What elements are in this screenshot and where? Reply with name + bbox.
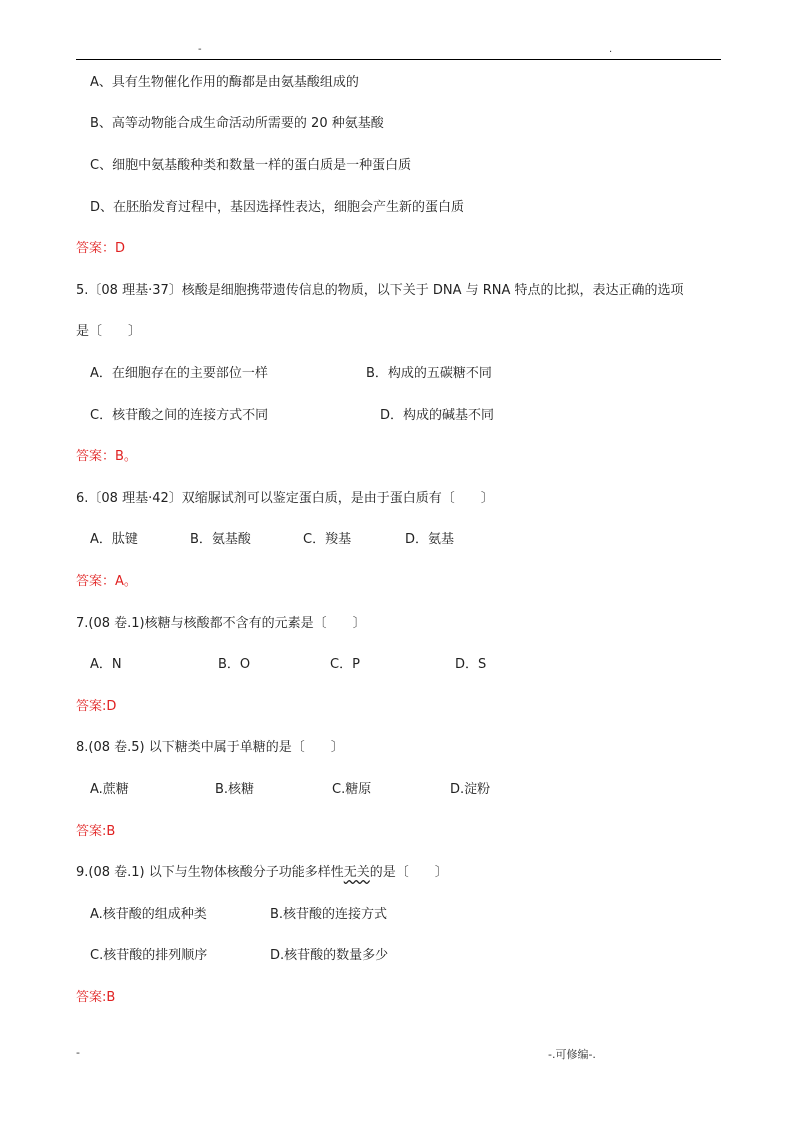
q7-option-d: D．S <box>455 657 487 672</box>
q9-stem-after: 的是〔 〕 <box>369 865 448 880</box>
q9-answer: 答案:B <box>76 990 116 1005</box>
q4-option-c: C、细胞中氨基酸种类和数量一样的蛋白质是一种蛋白质 <box>90 158 412 173</box>
q6-option-c: C．羧基 <box>303 532 352 547</box>
q7-option-c: C．P <box>330 657 360 672</box>
q9-option-b: B.核苷酸的连接方式 <box>270 907 388 922</box>
q7-stem: 7.(08 卷.1)核糖与核酸都不含有的元素是〔 〕 <box>76 616 366 631</box>
q5-option-d: D．构成的碱基不同 <box>380 408 495 423</box>
q5-option-b: B．构成的五碳糖不同 <box>366 366 492 381</box>
q8-option-a: A.蔗糖 <box>90 782 129 797</box>
q9-option-a: A.核苷酸的组成种类 <box>90 907 207 922</box>
q5-stem-cont: 是〔 〕 <box>76 324 142 339</box>
q4-option-d: D、在胚胎发育过程中，基因选择性表达，细胞会产生新的蛋白质 <box>90 200 465 215</box>
q6-stem: 6.〔08 理基·42〕双缩脲试剂可以鉴定蛋白质，是由于蛋白质有〔 〕 <box>76 491 494 506</box>
header-left-mark: - <box>198 44 202 55</box>
q9-stem-before: 9.(08 卷.1) 以下与生物体核酸分子功能多样性 <box>76 865 344 880</box>
footer-text: -.可修编-. <box>548 1048 596 1061</box>
q5-option-a: A．在细胞存在的主要部位一样 <box>90 366 268 381</box>
q8-answer: 答案:B <box>76 824 116 839</box>
q4-option-a: A、具有生物催化作用的酶都是由氨基酸组成的 <box>90 75 359 90</box>
q7-option-b: B．O <box>218 657 251 672</box>
header-rule <box>76 59 721 60</box>
q6-option-d: D．氨基 <box>405 532 455 547</box>
q7-option-a: A．N <box>90 657 122 672</box>
footer-left-mark: - <box>76 1046 80 1059</box>
q8-option-c: C.糖原 <box>332 782 372 797</box>
q9-option-c: C.核苷酸的排列顺序 <box>90 948 208 963</box>
q6-option-b: B．氨基酸 <box>190 532 251 547</box>
q9-option-d: D.核苷酸的数量多少 <box>270 948 389 963</box>
q7-answer: 答案:D <box>76 699 117 714</box>
q6-answer: 答案：A。 <box>76 574 137 589</box>
q4-answer: 答案：D <box>76 241 126 256</box>
q8-option-d: D.淀粉 <box>450 782 491 797</box>
q9-stem <box>76 863 448 883</box>
q6-option-a: A．肽键 <box>90 532 138 547</box>
q5-stem: 5.〔08 理基·37〕核酸是细胞携带遗传信息的物质，以下关于 DNA 与 RNA 特点的比拟，表达正确的选项 <box>76 283 684 298</box>
q8-stem: 8.(08 卷.5) 以下糖类中属于单糖的是〔 〕 <box>76 740 344 755</box>
q4-option-b: B、高等动物能合成生命活动所需要的 20 种氨基酸 <box>90 116 384 131</box>
header-right-mark: . <box>609 44 613 55</box>
q5-answer: 答案：B。 <box>76 449 137 464</box>
q5-option-c: C．核苷酸之间的连接方式不同 <box>90 408 269 423</box>
q8-option-b: B.核糖 <box>215 782 255 797</box>
q9-stem-emphasis: 无关 <box>343 865 370 880</box>
